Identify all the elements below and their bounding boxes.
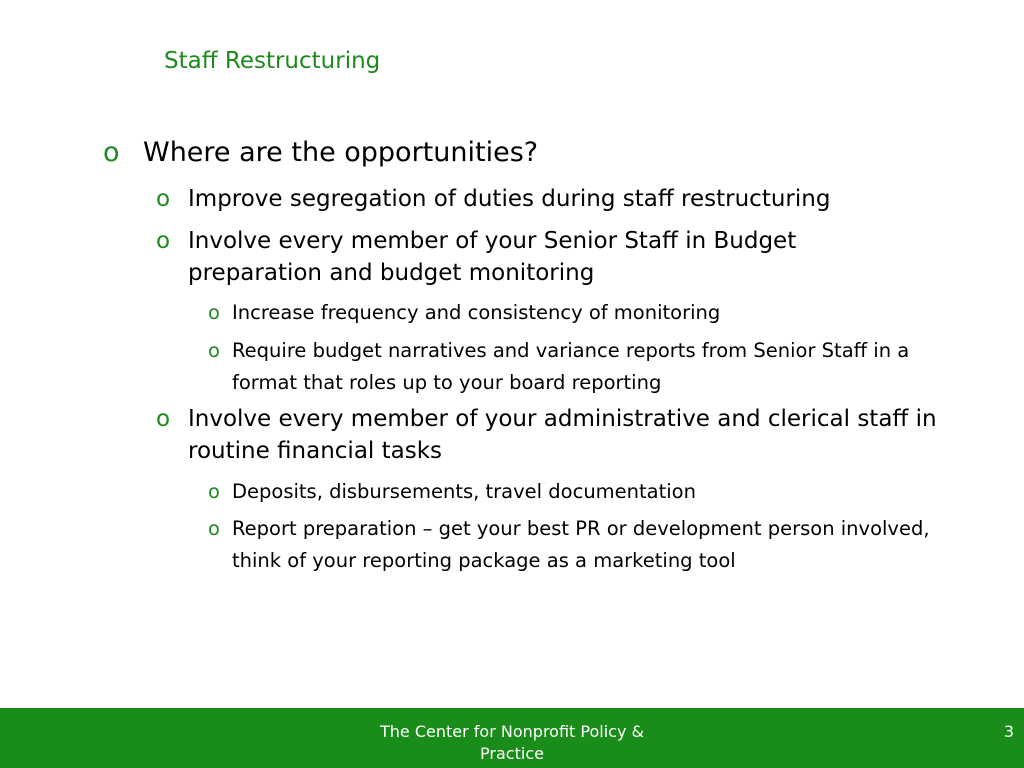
bullet-item-level2 bbox=[156, 183, 968, 215]
bullet-text: Involve every member of your Senior Staff in Budget preparation and budget monitoring bbox=[188, 228, 797, 286]
bullet-text: Involve every member of your administrative and clerical staff in routine financial tasks bbox=[188, 406, 937, 464]
bullet-icon: o bbox=[208, 517, 220, 540]
bullet-item-level3 bbox=[208, 335, 932, 399]
bullet-text: Require budget narratives and variance reports from Senior Staff in a format that roles up to your board reporting bbox=[232, 339, 910, 394]
bullet-icon: o bbox=[208, 480, 220, 503]
bullet-text: Where are the opportunities? bbox=[143, 137, 539, 168]
bullet-item-level3 bbox=[208, 297, 972, 329]
bullet-text: Deposits, disbursements, travel documentation bbox=[232, 480, 696, 503]
slide-number: 3 bbox=[1003, 722, 1014, 741]
bullet-icon: o bbox=[156, 406, 171, 432]
bullet-text: Improve segregation of duties during staff restructuring bbox=[188, 186, 831, 212]
bullet-item-level1 bbox=[103, 137, 1003, 169]
bullet-icon: o bbox=[208, 339, 220, 362]
bullet-item-level3 bbox=[208, 513, 982, 577]
bullet-icon: o bbox=[156, 228, 171, 254]
bullet-text: Report preparation – get your best PR or development person involved, think of your reporting package as a marketing tool bbox=[232, 517, 930, 572]
bullet-item-level2 bbox=[156, 225, 888, 289]
footer-organization: The Center for Nonprofit Policy & Practice bbox=[380, 722, 644, 763]
bullet-icon: o bbox=[103, 137, 120, 168]
bullet-item-level3 bbox=[208, 476, 972, 508]
bullet-icon: o bbox=[156, 186, 171, 212]
bullet-icon: o bbox=[208, 301, 220, 324]
footer-bar bbox=[0, 708, 1024, 768]
slide-title: Staff Restructuring bbox=[164, 48, 381, 74]
bullet-item-level2 bbox=[156, 403, 948, 467]
bullet-text: Increase frequency and consistency of monitoring bbox=[232, 301, 721, 324]
